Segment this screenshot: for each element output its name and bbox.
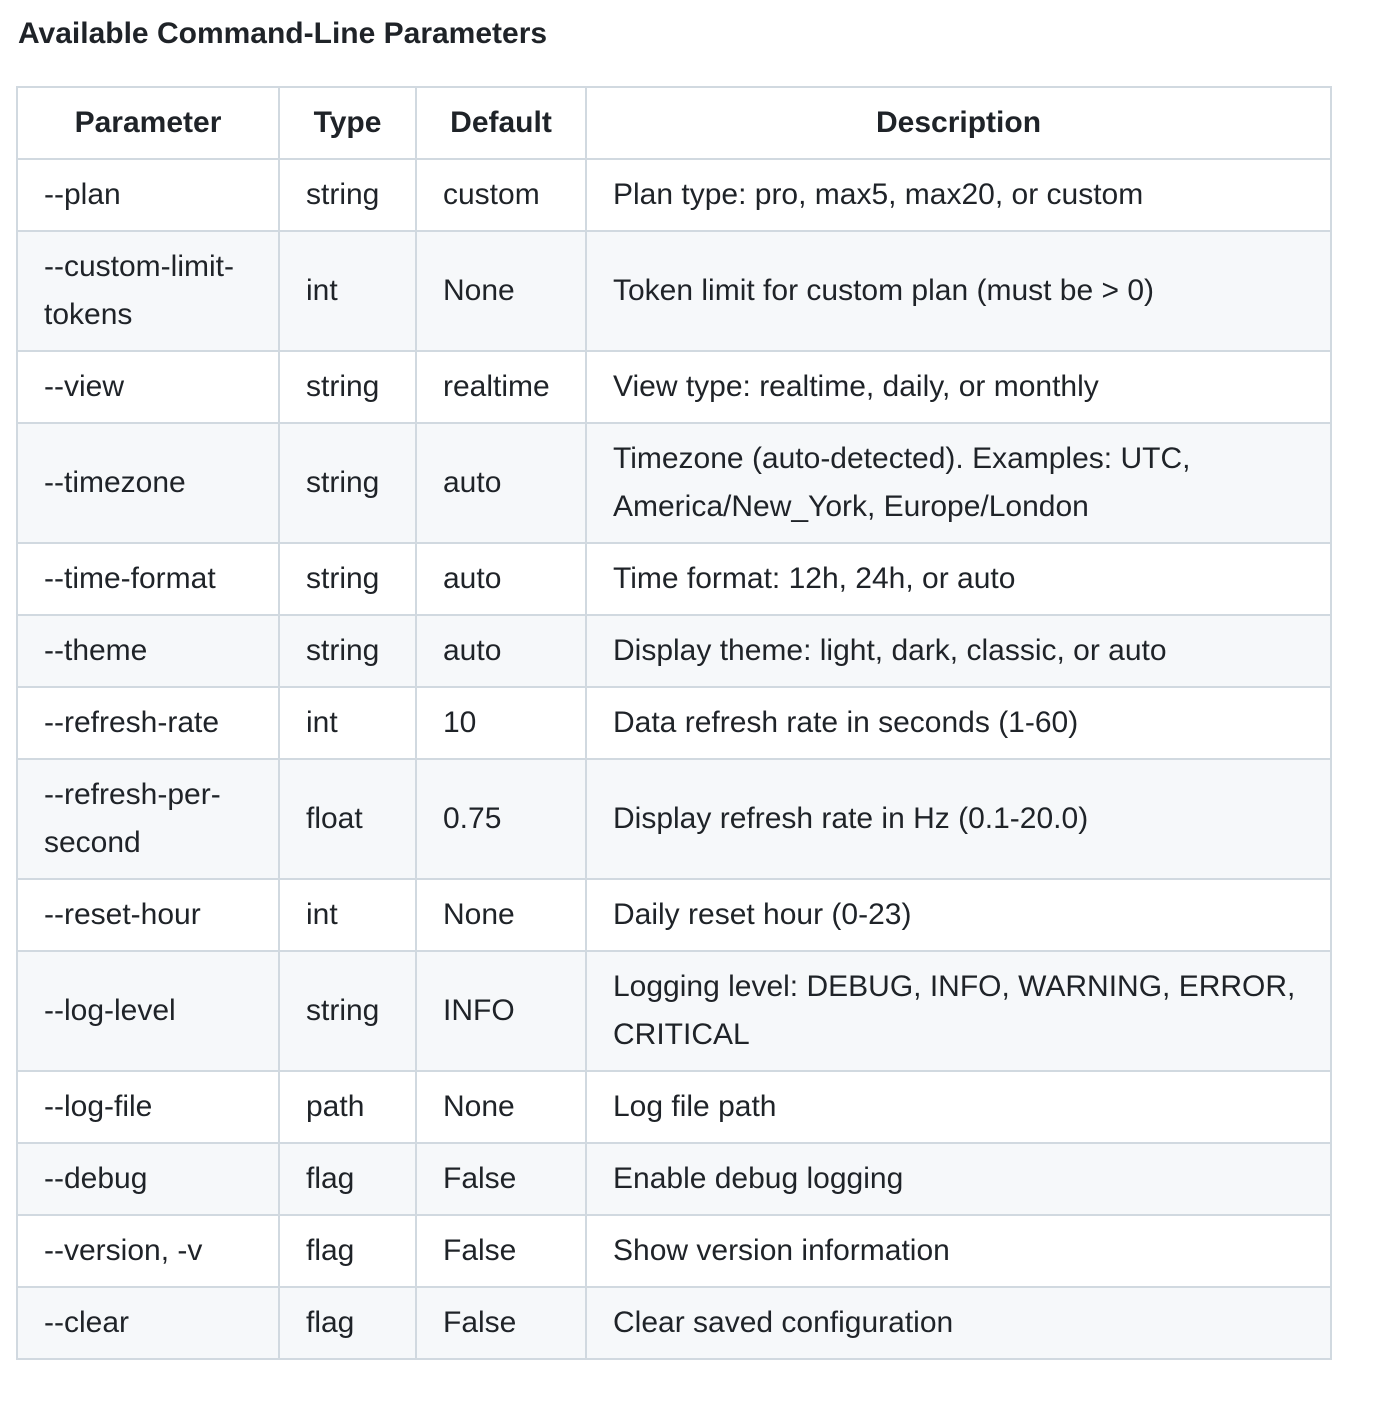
cell-type: string — [279, 423, 416, 543]
cell-type: string — [279, 543, 416, 615]
cell-type: flag — [279, 1215, 416, 1287]
cell-default: None — [416, 1071, 586, 1143]
cell-parameter: --view — [17, 351, 279, 423]
cell-parameter: --theme — [17, 615, 279, 687]
cell-description: Clear saved configuration — [586, 1287, 1331, 1359]
cell-description: Logging level: DEBUG, INFO, WARNING, ERROR, CRITICAL — [586, 951, 1331, 1071]
cell-type: path — [279, 1071, 416, 1143]
cell-default: auto — [416, 615, 586, 687]
cell-default: 10 — [416, 687, 586, 759]
cell-description: Display theme: light, dark, classic, or auto — [586, 615, 1331, 687]
cell-parameter: --log-file — [17, 1071, 279, 1143]
cell-type: float — [279, 759, 416, 879]
cell-default: False — [416, 1143, 586, 1215]
cell-description: Show version information — [586, 1215, 1331, 1287]
cell-default: realtime — [416, 351, 586, 423]
cell-parameter: --refresh-per-second — [17, 759, 279, 879]
cell-description: View type: realtime, daily, or monthly — [586, 351, 1331, 423]
cell-parameter: --timezone — [17, 423, 279, 543]
table-row — [17, 423, 1331, 543]
table-row — [17, 879, 1331, 951]
cell-description: Plan type: pro, max5, max20, or custom — [586, 159, 1331, 231]
table-row — [17, 1287, 1331, 1359]
cell-type: int — [279, 231, 416, 351]
table-row — [17, 543, 1331, 615]
cell-description: Display refresh rate in Hz (0.1-20.0) — [586, 759, 1331, 879]
cell-description: Token limit for custom plan (must be > 0) — [586, 231, 1331, 351]
cell-parameter: --debug — [17, 1143, 279, 1215]
cell-description: Enable debug logging — [586, 1143, 1331, 1215]
cell-default: None — [416, 879, 586, 951]
section-heading: Available Command-Line Parameters — [18, 17, 548, 50]
table-row — [17, 687, 1331, 759]
cell-default: custom — [416, 159, 586, 231]
table-row — [17, 951, 1331, 1071]
cell-parameter: --version, -v — [17, 1215, 279, 1287]
table-row — [17, 759, 1331, 879]
cell-type: flag — [279, 1143, 416, 1215]
cell-parameter: --custom-limit-tokens — [17, 231, 279, 351]
cell-type: string — [279, 159, 416, 231]
cell-description: Log file path — [586, 1071, 1331, 1143]
table-header-row — [17, 87, 1331, 159]
parameters-table — [16, 86, 1332, 1360]
cell-default: auto — [416, 423, 586, 543]
cell-description: Data refresh rate in seconds (1-60) — [586, 687, 1331, 759]
header-description: Description — [586, 87, 1331, 159]
cell-default: False — [416, 1215, 586, 1287]
cell-type: flag — [279, 1287, 416, 1359]
table-row — [17, 231, 1331, 351]
cell-default: auto — [416, 543, 586, 615]
cell-type: int — [279, 879, 416, 951]
header-type: Type — [279, 87, 416, 159]
cell-parameter: --refresh-rate — [17, 687, 279, 759]
cell-default: INFO — [416, 951, 586, 1071]
cell-description: Daily reset hour (0-23) — [586, 879, 1331, 951]
table-row — [17, 1215, 1331, 1287]
table-row — [17, 351, 1331, 423]
cell-parameter: --clear — [17, 1287, 279, 1359]
cell-description: Time format: 12h, 24h, or auto — [586, 543, 1331, 615]
cell-parameter: --log-level — [17, 951, 279, 1071]
cell-type: int — [279, 687, 416, 759]
cell-type: string — [279, 351, 416, 423]
cell-type: string — [279, 615, 416, 687]
cell-default: False — [416, 1287, 586, 1359]
table-row — [17, 159, 1331, 231]
cell-type: string — [279, 951, 416, 1071]
header-default: Default — [416, 87, 586, 159]
table-row — [17, 615, 1331, 687]
cell-description: Timezone (auto-detected). Examples: UTC, America/New_York, Europe/London — [586, 423, 1331, 543]
cell-parameter: --reset-hour — [17, 879, 279, 951]
cell-default: 0.75 — [416, 759, 586, 879]
cell-parameter: --plan — [17, 159, 279, 231]
table-row — [17, 1143, 1331, 1215]
cell-default: None — [416, 231, 586, 351]
header-parameter: Parameter — [17, 87, 279, 159]
cell-parameter: --time-format — [17, 543, 279, 615]
table-row — [17, 1071, 1331, 1143]
